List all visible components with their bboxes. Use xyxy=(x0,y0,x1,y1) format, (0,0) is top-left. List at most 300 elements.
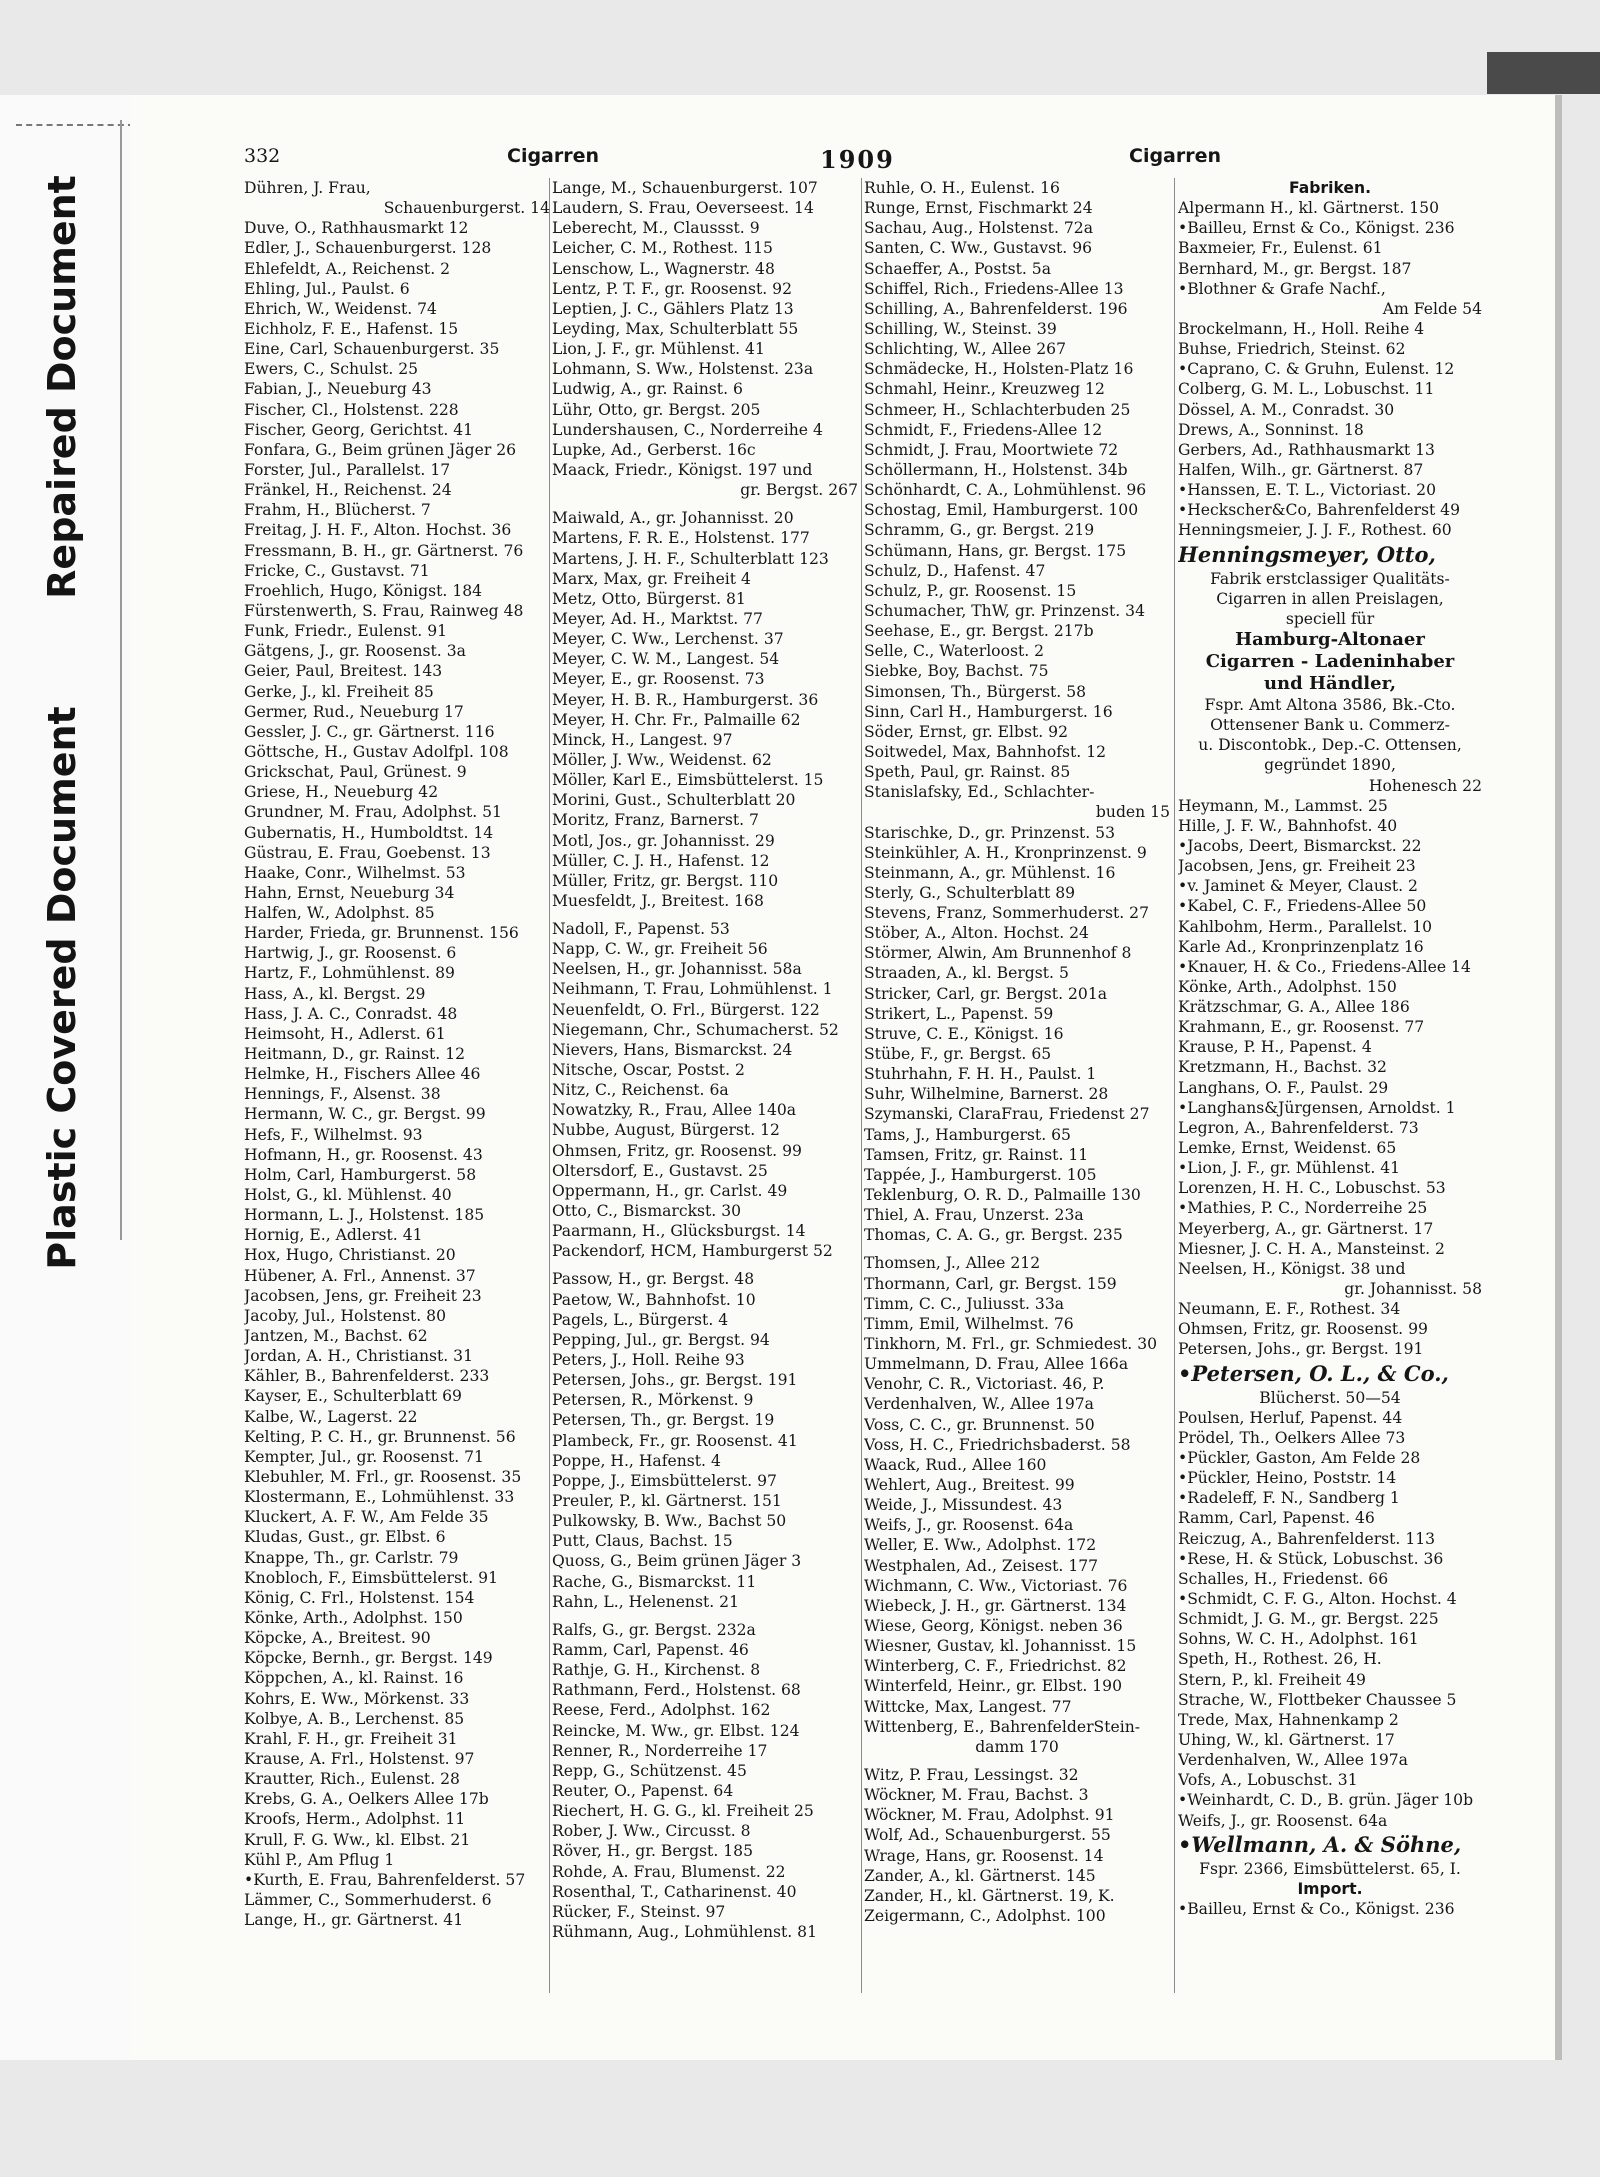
directory-entry: Speth, H., Rothest. 26, H. xyxy=(1178,1650,1382,1669)
directory-entry: Reuter, O., Papenst. 64 xyxy=(552,1781,734,1800)
directory-entry: Metz, Otto, Bürgerst. 81 xyxy=(552,589,746,608)
directory-entry: Fonfara, G., Beim grünen Jäger 26 xyxy=(244,440,517,459)
directory-entry: Brockelmann, H., Holl. Reihe 4 xyxy=(1178,319,1425,338)
directory-entry: •Kabel, C. F., Friedens-Allee 50 xyxy=(1178,897,1427,916)
directory-entry: Neelsen, H., Königst. 38 und xyxy=(1178,1259,1406,1278)
directory-entry: Moritz, Franz, Barnerst. 7 xyxy=(552,811,759,830)
directory-entry: Meyer, C. W. M., Langest. 54 xyxy=(552,650,780,669)
directory-entry: Pulkowsky, B. Ww., Bachst 50 xyxy=(552,1512,787,1531)
directory-entry: •Schmidt, C. F. G., Alton. Hochst. 4 xyxy=(1178,1590,1457,1608)
directory-entry: Hennings, F., Alsenst. 38 xyxy=(244,1085,441,1104)
directory-entry: Gubernatis, H., Humboldtst. 14 xyxy=(244,823,494,842)
directory-entry: Möller, Karl E., Eimsbüttelerst. 15 xyxy=(552,771,824,790)
directory-entry: •Knauer, H. & Co., Friedens-Allee 14 xyxy=(1178,957,1471,976)
directory-entry: Import. xyxy=(1297,1879,1363,1898)
directory-entry: König, C. Frl., Holstenst. 154 xyxy=(244,1588,475,1607)
entry-gap xyxy=(552,1612,858,1620)
directory-entry: Lorenzen, H. H. C., Lobuschst. 53 xyxy=(1178,1179,1446,1198)
directory-entry: Maack, Friedr., Königst. 197 und xyxy=(552,460,813,479)
directory-entry: Ottensener Bank u. Commerz- xyxy=(1210,716,1450,735)
directory-entry: Voss, C. C., gr. Brunnenst. 50 xyxy=(864,1415,1095,1434)
directory-entry: Preuler, P., kl. Gärtnerst. 151 xyxy=(552,1492,782,1510)
directory-entry: Meyer, Ad. H., Marktst. 77 xyxy=(552,609,763,628)
directory-entry: Stuhrhahn, F. H. H., Paulst. 1 xyxy=(864,1065,1097,1084)
directory-entry: Otto, C., Bismarckst. 30 xyxy=(552,1202,742,1221)
directory-entry: Paarmann, H., Glücksburgst. 14 xyxy=(552,1222,806,1241)
directory-entry: Passow, H., gr. Bergst. 48 xyxy=(552,1270,755,1289)
directory-entry: Hille, J. F. W., Bahnhofst. 40 xyxy=(1178,816,1398,835)
directory-entry: Jordan, A. H., Christianst. 31 xyxy=(244,1347,474,1366)
directory-entry: Schostag, Emil, Hamburgerst. 100 xyxy=(864,501,1139,520)
directory-entry: Nitz, C., Reichenst. 6a xyxy=(552,1081,729,1100)
directory-entry: Fabriken. xyxy=(1288,179,1371,197)
directory-entry: •Pückler, Heino, Poststr. 14 xyxy=(1178,1469,1397,1488)
directory-entry: Petersen, Johs., gr. Bergst. 191 xyxy=(552,1371,798,1390)
directory-entry: Legron, A., Bahrenfelderst. 73 xyxy=(1178,1118,1419,1137)
directory-entry: Kayser, E., Schulterblatt 69 xyxy=(244,1387,462,1406)
directory-entry: Trede, Max, Hahnenkamp 2 xyxy=(1178,1710,1399,1729)
directory-entry: Dössel, A. M., Conradst. 30 xyxy=(1178,400,1395,419)
directory-entry: Poppe, H., Hafenst. 4 xyxy=(552,1451,721,1470)
directory-entry: Hofmann, H., gr. Roosenst. 43 xyxy=(244,1145,483,1164)
directory-entry: Waack, Rud., Allee 160 xyxy=(864,1455,1047,1474)
directory-entry: gegründet 1890, xyxy=(1264,756,1396,775)
page-number: 332 xyxy=(244,145,281,167)
directory-entry: Drews, A., Sonninst. 18 xyxy=(1178,420,1364,439)
directory-entry: •Wellmann, A. & Söhne, xyxy=(1178,1831,1462,1857)
directory-entry: Lemke, Ernst, Weidenst. 65 xyxy=(1178,1139,1397,1158)
page-header xyxy=(244,145,1474,175)
directory-entry: •Blothner & Grafe Nachf., xyxy=(1178,279,1386,298)
entry-gap xyxy=(552,1261,858,1269)
directory-entry: u. Discontobk., Dep.-C. Ottensen, xyxy=(1198,736,1462,755)
directory-entry: Lange, H., gr. Gärtnerst. 41 xyxy=(244,1911,464,1930)
directory-entry: Göttsche, H., Gustav Adolfpl. 108 xyxy=(244,742,509,761)
directory-entry: Voss, H. C., Friedrichsbaderst. 58 xyxy=(864,1435,1131,1454)
directory-entry: Hartz, F., Lohmühlenst. 89 xyxy=(244,964,455,983)
directory-entry: Rathje, G. H., Kirchenst. 8 xyxy=(552,1661,761,1680)
directory-entry: Heimsoht, H., Adlerst. 61 xyxy=(244,1024,446,1043)
directory-entry: Zander, H., kl. Gärtnerst. 19, K. xyxy=(864,1886,1115,1905)
directory-entry: Packendorf, HCM, Hamburgerst 52 xyxy=(552,1242,833,1261)
directory-entry: Meyer, H. B. R., Hamburgerst. 36 xyxy=(552,690,819,709)
directory-entry: Meyer, H. Chr. Fr., Palmaille 62 xyxy=(552,710,801,729)
directory-entry: Fricke, C., Gustavst. 71 xyxy=(244,561,430,580)
directory-entry: Langhans, O. F., Paulst. 29 xyxy=(1178,1078,1389,1097)
directory-entry: Kühl P., Am Pflug 1 xyxy=(244,1850,395,1869)
directory-entry: •Hanssen, E. T. L., Victoriast. 20 xyxy=(1178,481,1436,500)
directory-entry: Kluckert, A. F. W., Am Felde 35 xyxy=(244,1508,489,1527)
directory-entry: Wittenberg, E., BahrenfelderStein- xyxy=(864,1717,1141,1736)
directory-entry: Zander, A., kl. Gärtnerst. 145 xyxy=(864,1866,1096,1885)
directory-entry: Krahmann, E., gr. Roosenst. 77 xyxy=(1178,1018,1425,1037)
directory-entry: Wolf, Ad., Schauenburgerst. 55 xyxy=(864,1826,1111,1845)
directory-entry: Jacobsen, Jens, gr. Freiheit 23 xyxy=(1178,857,1416,876)
column-3 xyxy=(864,178,1170,1926)
directory-entry: Poppe, J., Eimsbüttelerst. 97 xyxy=(552,1471,777,1490)
directory-entry: Alpermann H., kl. Gärtnerst. 150 xyxy=(1178,199,1440,218)
directory-entry: Hahn, Ernst, Neueburg 34 xyxy=(244,883,455,902)
directory-entry: Ludwig, A., gr. Rainst. 6 xyxy=(552,380,743,399)
directory-entry: Fränkel, H., Reichenst. 24 xyxy=(244,481,452,500)
directory-entry: Stübe, F., gr. Bergst. 65 xyxy=(864,1045,1052,1064)
directory-entry: Kahlbohm, Herm., Parallelst. 10 xyxy=(1178,917,1433,936)
directory-entry: Heitmann, D., gr. Rainst. 12 xyxy=(244,1045,466,1064)
entry-gap xyxy=(552,500,858,508)
directory-entry: Thormann, Carl, gr. Bergst. 159 xyxy=(864,1274,1117,1293)
directory-entry: Ramm, Carl, Papenst. 46 xyxy=(1178,1509,1375,1528)
directory-entry: Sohns, W. C. H., Adolphst. 161 xyxy=(1178,1630,1419,1649)
directory-entry: Schilling, W., Steinst. 39 xyxy=(864,319,1057,338)
page-edge-shadow xyxy=(1555,95,1562,2060)
directory-entry: Holm, Carl, Hamburgerst. 58 xyxy=(244,1165,477,1184)
directory-entry: •Pückler, Gaston, Am Felde 28 xyxy=(1178,1449,1421,1468)
directory-entry: Kroofs, Herm., Adolphst. 11 xyxy=(244,1810,466,1829)
directory-entry: Harder, Frieda, gr. Brunnenst. 156 xyxy=(244,924,519,943)
directory-entry: Lange, M., Schauenburgerst. 107 xyxy=(552,179,818,197)
directory-entry: Runge, Ernst, Fischmarkt 24 xyxy=(864,199,1093,218)
directory-entry: Lühr, Otto, gr. Bergst. 205 xyxy=(552,400,761,419)
directory-entry: Söder, Ernst, gr. Elbst. 92 xyxy=(864,722,1069,741)
directory-entry: Fabian, J., Neueburg 43 xyxy=(244,380,432,399)
directory-entry: Kalbe, W., Lagerst. 22 xyxy=(244,1407,418,1426)
directory-entry: Gessler, J. C., gr. Gärtnerst. 116 xyxy=(244,722,495,741)
directory-entry: Störmer, Alwin, Am Brunnenhof 8 xyxy=(864,944,1132,963)
directory-entry: Szymanski, ClaraFrau, Friedenst 27 xyxy=(864,1105,1150,1124)
directory-entry: Meyer, E., gr. Roosenst. 73 xyxy=(552,670,765,689)
directory-entry: Heymann, M., Lammst. 25 xyxy=(1178,796,1388,815)
directory-entry: Dühren, J. Frau, xyxy=(244,179,371,197)
directory-entry: Rohde, A. Frau, Blumenst. 22 xyxy=(552,1862,786,1881)
directory-entry: Schilling, A., Bahrenfelderst. 196 xyxy=(864,299,1128,318)
directory-entry: Fspr. 2366, Eimsbüttelerst. 65, I. xyxy=(1199,1859,1461,1878)
directory-entry: Soitwedel, Max, Bahnhofst. 12 xyxy=(864,742,1107,761)
directory-entry: Jacoby, Jul., Holstenst. 80 xyxy=(244,1306,446,1325)
directory-entry: Suhr, Wilhelmine, Barnerst. 28 xyxy=(864,1085,1109,1104)
directory-entry: Ramm, Carl, Papenst. 46 xyxy=(552,1640,749,1659)
repaired-document-label: Repaired Document xyxy=(40,175,84,599)
directory-entry: Schmidt, F., Friedens-Allee 12 xyxy=(864,420,1103,439)
directory-entry: Rober, J. Ww., Circusst. 8 xyxy=(552,1822,751,1841)
directory-entry: Griese, H., Neueburg 42 xyxy=(244,783,439,802)
directory-entry: Minck, H., Langest. 97 xyxy=(552,730,733,749)
directory-entry: Hartwig, J., gr. Roosenst. 6 xyxy=(244,944,457,963)
directory-entry: Niegemann, Chr., Schumacherst. 52 xyxy=(552,1020,839,1039)
directory-entry: Krätzschmar, G. A., Allee 186 xyxy=(1178,998,1410,1017)
directory-entry: •Mathies, P. C., Norderreihe 25 xyxy=(1178,1199,1428,1218)
directory-entry: Plambeck, Fr., gr. Roosenst. 41 xyxy=(552,1431,798,1450)
directory-entry: Prödel, Th., Oelkers Allee 73 xyxy=(1178,1428,1406,1447)
directory-entry: Pagels, L., Bürgerst. 4 xyxy=(552,1310,729,1329)
directory-entry: Knappe, Th., gr. Carlstr. 79 xyxy=(244,1548,459,1567)
directory-entry: Meyer, C. Ww., Lerchenst. 37 xyxy=(552,630,784,649)
directory-entry: Quoss, G., Beim grünen Jäger 3 xyxy=(552,1552,802,1571)
directory-entry: Wiebeck, J. H., gr. Gärtnerst. 134 xyxy=(864,1596,1127,1615)
directory-entry: Henningsmeier, J. J. F., Rothest. 60 xyxy=(1178,521,1452,540)
directory-entry: Hass, J. A. C., Conradst. 48 xyxy=(244,1004,458,1023)
directory-entry: •Bailleu, Ernst & Co., Königst. 236 xyxy=(1178,219,1455,238)
directory-entry: damm 170 xyxy=(975,1737,1059,1756)
directory-entry: Timm, Emil, Wilhelmst. 76 xyxy=(864,1314,1074,1333)
directory-entry: Steinmann, A., gr. Mühlenst. 16 xyxy=(864,863,1116,882)
directory-entry: Germer, Rud., Neueburg 17 xyxy=(244,702,464,721)
directory-entry: Schönhardt, C. A., Lohmühlenst. 96 xyxy=(864,481,1147,500)
directory-entry: Fabrik erstclassiger Qualitäts- xyxy=(1210,569,1450,588)
directory-entry: •v. Jaminet & Meyer, Claust. 2 xyxy=(1178,877,1418,896)
directory-entry: Müller, C. J. H., Hafenst. 12 xyxy=(552,851,770,870)
directory-entry: Venohr, C. R., Victoriast. 46, P. xyxy=(864,1375,1105,1394)
directory-entry: Wiesner, Gustav, kl. Johannisst. 15 xyxy=(864,1637,1137,1656)
directory-entry: Sterly, G., Schulterblatt 89 xyxy=(864,883,1076,902)
directory-entry: Oppermann, H., gr. Carlst. 49 xyxy=(552,1181,788,1200)
directory-entry: Ehrich, W., Weidenst. 74 xyxy=(244,299,437,318)
directory-entry: •Bailleu, Ernst & Co., Königst. 236 xyxy=(1178,1899,1455,1918)
directory-entry: Petersen, R., Mörkenst. 9 xyxy=(552,1391,754,1410)
directory-entry: Neuenfeldt, O. Frl., Bürgerst. 122 xyxy=(552,1000,820,1019)
directory-entry: Wittcke, Max, Langest. 77 xyxy=(864,1697,1072,1716)
directory-entry: Baxmeier, Fr., Eulenst. 61 xyxy=(1178,239,1383,258)
directory-entry: Tams, J., Hamburgerst. 65 xyxy=(864,1125,1071,1144)
directory-entry: Bernhard, M., gr. Bergst. 187 xyxy=(1178,259,1412,278)
directory-entry: Könke, Arth., Adolphst. 150 xyxy=(1178,977,1397,996)
directory-entry: Fischer, Cl., Holstenst. 228 xyxy=(244,400,459,419)
directory-entry: Weifs, J., gr. Roosenst. 64a xyxy=(1178,1811,1388,1830)
directory-entry: Stern, P., kl. Freiheit 49 xyxy=(1178,1670,1366,1689)
directory-entry: Hohenesch 22 xyxy=(1368,776,1482,795)
column-rule xyxy=(1174,178,1175,1993)
directory-entry: Kempter, Jul., gr. Roosenst. 71 xyxy=(244,1447,484,1466)
directory-entry: Lentz, P. T. F., gr. Roosenst. 92 xyxy=(552,279,793,298)
column-4-fabriken xyxy=(1178,178,1482,1919)
directory-entry: Schmeer, H., Schlachterbuden 25 xyxy=(864,400,1131,419)
directory-entry: Teklenburg, O. R. D., Palmaille 130 xyxy=(864,1186,1141,1205)
directory-entry: Martens, J. H. F., Schulterblatt 123 xyxy=(552,549,829,568)
directory-entry: Halfen, W., Adolphst. 85 xyxy=(244,904,435,923)
directory-entry: Jacobsen, Jens, gr. Freiheit 23 xyxy=(244,1286,482,1305)
directory-entry: •Petersen, O. L., & Co., xyxy=(1178,1360,1449,1386)
directory-entry: Thomsen, J., Allee 212 xyxy=(864,1254,1041,1273)
directory-entry: Köppchen, A., kl. Rainst. 16 xyxy=(244,1669,464,1688)
directory-entry: Möller, J. Ww., Weidenst. 62 xyxy=(552,750,772,769)
directory-entry: Leberecht, M., Claussst. 9 xyxy=(552,219,760,238)
directory-entry: Grickschat, Paul, Grünest. 9 xyxy=(244,763,467,782)
directory-entry: Strache, W., Flottbeker Chaussee 5 xyxy=(1178,1690,1457,1709)
directory-entry: Verdenhalven, W., Allee 197a xyxy=(864,1395,1094,1414)
directory-entry: Frahm, H., Blücherst. 7 xyxy=(244,501,431,520)
directory-entry: Gerbers, Ad., Rathhausmarkt 13 xyxy=(1178,440,1435,459)
directory-entry: Rücker, F., Steinst. 97 xyxy=(552,1902,726,1921)
directory-entry: Schalles, H., Friedenst. 66 xyxy=(1178,1569,1389,1588)
directory-entry: Froehlich, Hugo, Königst. 184 xyxy=(244,581,483,600)
directory-entry: Ohmsen, Fritz, gr. Roosenst. 99 xyxy=(1178,1320,1428,1339)
directory-entry: Fürstenwerth, S. Frau, Rainweg 48 xyxy=(244,601,524,620)
directory-entry: Forster, Jul., Parallelst. 17 xyxy=(244,460,451,479)
entry-gap xyxy=(864,1757,1170,1765)
directory-entry: Repp, G., Schützenst. 45 xyxy=(552,1761,747,1780)
directory-entry: Colberg, G. M. L., Lobuschst. 11 xyxy=(1178,380,1435,399)
scan-edge-dark-block xyxy=(1487,52,1600,94)
directory-entry: Nievers, Hans, Bismarckst. 24 xyxy=(552,1040,793,1059)
directory-entry: Wehlert, Aug., Breitest. 99 xyxy=(864,1476,1075,1494)
directory-entry: Schlichting, W., Allee 267 xyxy=(864,340,1066,359)
directory-entry: •Jacobs, Deert, Bismarckst. 22 xyxy=(1178,836,1422,855)
directory-entry: Schümann, Hans, gr. Bergst. 175 xyxy=(864,541,1127,560)
directory-entry: Wiese, Georg, Königst. neben 36 xyxy=(864,1616,1123,1635)
directory-entry: Grundner, M. Frau, Adolphst. 51 xyxy=(244,803,502,822)
directory-entry: Lupke, Ad., Gerberst. 16c xyxy=(552,440,756,459)
directory-entry: •Langhans&Jürgensen, Arnoldst. 1 xyxy=(1178,1098,1456,1117)
directory-entry: Nowatzky, R., Frau, Allee 140a xyxy=(552,1101,797,1120)
directory-entry: Schauenburgerst. 14 xyxy=(383,199,550,218)
directory-entry: Rache, G., Bismarckst. 11 xyxy=(552,1572,757,1591)
directory-entry: Lohmann, S. Ww., Holstenst. 23a xyxy=(552,360,814,379)
directory-entry: Güstrau, E. Frau, Goebenst. 13 xyxy=(244,843,491,862)
directory-entry: •Radeleff, F. N., Sandberg 1 xyxy=(1178,1489,1400,1508)
directory-entry: Hass, A., kl. Bergst. 29 xyxy=(244,984,426,1003)
directory-entry: Rühmann, Aug., Lohmühlenst. 81 xyxy=(552,1922,818,1941)
directory-entry: Weller, E. Ww., Adolphst. 172 xyxy=(864,1536,1097,1555)
directory-entry: Köpcke, Bernh., gr. Bergst. 149 xyxy=(244,1649,493,1668)
directory-entry: Helmke, H., Fischers Allee 46 xyxy=(244,1065,481,1084)
directory-entry: Schiffel, Rich., Friedens-Allee 13 xyxy=(864,279,1124,298)
directory-entry: Blücherst. 50—54 xyxy=(1259,1388,1401,1407)
directory-entry: Napp, C. W., gr. Freiheit 56 xyxy=(552,940,768,959)
directory-entry: Lenschow, L., Wagnerstr. 48 xyxy=(552,259,775,278)
directory-entry: und Händler, xyxy=(1263,672,1397,694)
directory-entry: Witz, P. Frau, Lessingst. 32 xyxy=(864,1765,1079,1784)
directory-entry: Riechert, H. G. G., kl. Freiheit 25 xyxy=(552,1802,814,1821)
directory-entry: Henningsmeyer, Otto, xyxy=(1178,541,1436,567)
directory-entry: Köpcke, A., Breitest. 90 xyxy=(244,1629,431,1648)
directory-entry: Struve, C. E., Königst. 16 xyxy=(864,1024,1064,1043)
directory-entry: Renner, R., Norderreihe 17 xyxy=(552,1741,768,1760)
directory-entry: Peters, J., Holl. Reihe 93 xyxy=(552,1351,745,1370)
directory-entry: Schmahl, Heinr., Kreuzweg 12 xyxy=(864,380,1105,399)
header-section-left: Cigarren xyxy=(507,145,600,167)
strip-divider xyxy=(120,120,122,1240)
directory-entry: Pepping, Jul., gr. Bergst. 94 xyxy=(552,1330,770,1349)
directory-entry: Fischer, Georg, Gerichtst. 41 xyxy=(244,420,474,439)
directory-entry: Tappée, J., Hamburgerst. 105 xyxy=(864,1165,1097,1184)
directory-entry: Reincke, M. Ww., gr. Elbst. 124 xyxy=(552,1721,800,1740)
directory-entry: Kludas, Gust., gr. Elbst. 6 xyxy=(244,1528,446,1547)
directory-entry: Petersen, Th., gr. Bergst. 19 xyxy=(552,1411,775,1430)
directory-entry: Martens, F. R. E., Holstenst. 177 xyxy=(552,529,810,548)
directory-entry: Schumacher, ThW, gr. Prinzenst. 34 xyxy=(864,601,1146,620)
directory-entry: Neumann, E. F., Rothest. 34 xyxy=(1178,1300,1401,1319)
directory-entry: Ummelmann, D. Frau, Allee 166a xyxy=(864,1355,1129,1374)
directory-entry: Simonsen, Th., Bürgerst. 58 xyxy=(864,682,1087,701)
entry-gap xyxy=(864,1245,1170,1253)
column-rule xyxy=(861,178,862,1993)
directory-entry: Fspr. Amt Altona 3586, Bk.-Cto. xyxy=(1204,695,1456,714)
directory-entry: Eichholz, F. E., Hafenst. 15 xyxy=(244,319,459,338)
directory-entry: buden 15 xyxy=(1095,803,1170,822)
directory-entry: Hox, Hugo, Christianst. 20 xyxy=(244,1246,456,1265)
header-year: 1909 xyxy=(820,145,895,174)
directory-entry: Meyerberg, A., gr. Gärtnerst. 17 xyxy=(1178,1219,1434,1238)
directory-entry: Kähler, B., Bahrenfelderst. 233 xyxy=(244,1367,490,1386)
directory-entry: Winterfeld, Heinr., gr. Elbst. 190 xyxy=(864,1677,1123,1696)
directory-entry: Reese, Ferd., Adolphst. 162 xyxy=(552,1701,771,1720)
directory-entry: Ruhle, O. H., Eulenst. 16 xyxy=(864,179,1060,197)
directory-entry: Nitsche, Oscar, Postst. 2 xyxy=(552,1061,745,1080)
directory-entry: Oltersdorf, E., Gustavst. 25 xyxy=(552,1161,768,1180)
directory-entry: •Rese, H. & Stück, Lobuschst. 36 xyxy=(1178,1549,1444,1568)
directory-entry: Timm, C. C., Juliusst. 33a xyxy=(864,1294,1065,1313)
directory-entry: Stevens, Franz, Sommerhuderst. 27 xyxy=(864,904,1150,923)
directory-entry: Hermann, W. C., gr. Bergst. 99 xyxy=(244,1105,486,1124)
directory-entry: Sachau, Aug., Holstenst. 72a xyxy=(864,219,1094,238)
directory-entry: Zeigermann, C., Adolphst. 100 xyxy=(864,1906,1106,1925)
directory-entry: Krebs, G. A., Oelkers Allee 17b xyxy=(244,1790,489,1809)
directory-entry: Nadoll, F., Papenst. 53 xyxy=(552,920,730,939)
directory-entry: Hefs, F., Wilhelmst. 93 xyxy=(244,1125,423,1144)
directory-entry: Lämmer, C., Sommerhuderst. 6 xyxy=(244,1890,492,1909)
directory-entry: Westphalen, Ad., Zeisest. 177 xyxy=(864,1556,1099,1575)
directory-entry: Morini, Gust., Schulterblatt 20 xyxy=(552,791,796,810)
directory-entry: Hornig, E., Adlerst. 41 xyxy=(244,1226,423,1245)
directory-entry: Cigarren - Ladeninhaber xyxy=(1205,650,1455,672)
directory-entry: Eine, Carl, Schauenburgerst. 35 xyxy=(244,340,500,359)
directory-entry: Müller, Fritz, gr. Bergst. 110 xyxy=(552,871,779,890)
directory-entry: Neelsen, H., gr. Johannisst. 58a xyxy=(552,960,802,979)
directory-entry: Röver, H., gr. Bergst. 185 xyxy=(552,1842,753,1861)
directory-entry: Schulz, P., gr. Roosenst. 15 xyxy=(864,581,1077,600)
directory-entry: Wichmann, C. Ww., Victoriast. 76 xyxy=(864,1576,1128,1595)
directory-entry: Schöllermann, H., Holstenst. 34b xyxy=(864,460,1128,479)
directory-entry: Reiczug, A., Bahrenfelderst. 113 xyxy=(1178,1529,1436,1548)
directory-entry: Edler, J., Schauenburgerst. 128 xyxy=(244,239,492,258)
directory-entry: Stricker, Carl, gr. Bergst. 201a xyxy=(864,984,1108,1003)
directory-entry: Speth, Paul, gr. Rainst. 85 xyxy=(864,763,1071,782)
directory-entry: Krause, P. H., Papenst. 4 xyxy=(1178,1038,1372,1057)
directory-entry: Jantzen, M., Bachst. 62 xyxy=(244,1327,428,1346)
directory-entry: •Kurth, E. Frau, Bahrenfelderst. 57 xyxy=(244,1870,526,1889)
directory-entry: Ewers, C., Schulst. 25 xyxy=(244,360,419,379)
directory-entry: Uhing, W., kl. Gärtnerst. 17 xyxy=(1178,1730,1395,1749)
directory-entry: Putt, Claus, Bachst. 15 xyxy=(552,1532,733,1551)
directory-entry: Seehase, E., gr. Bergst. 217b xyxy=(864,622,1094,641)
directory-entry: Straaden, A., kl. Bergst. 5 xyxy=(864,964,1069,983)
directory-entry: Vofs, A., Lobuschst. 31 xyxy=(1178,1771,1358,1790)
directory-entry: Schmidt, J. G. M., gr. Bergst. 225 xyxy=(1178,1610,1439,1629)
directory-entry: Schaeffer, A., Postst. 5a xyxy=(864,259,1051,278)
directory-entry: Siebke, Boy, Bachst. 75 xyxy=(864,662,1049,681)
directory-entry: •Lion, J. F., gr. Mühlenst. 41 xyxy=(1178,1159,1401,1178)
directory-entry: Am Felde 54 xyxy=(1382,299,1482,318)
directory-entry: Miesner, J. C. H. A., Mansteinst. 2 xyxy=(1178,1239,1445,1258)
directory-entry: Krull, F. G. Ww., kl. Elbst. 21 xyxy=(244,1830,471,1849)
directory-entry: Karle Ad., Kronprinzenplatz 16 xyxy=(1178,937,1424,956)
directory-entry: Laudern, S. Frau, Oeverseest. 14 xyxy=(552,199,814,218)
header-section-right: Cigarren xyxy=(1129,145,1222,167)
entry-gap xyxy=(552,911,858,919)
directory-entry: Halfen, Wilh., gr. Gärtnerst. 87 xyxy=(1178,460,1424,479)
directory-entry: Leptien, J. C., Gählers Platz 13 xyxy=(552,299,794,318)
directory-entry: Wöckner, M. Frau, Bachst. 3 xyxy=(864,1786,1089,1805)
directory-entry: Freitag, J. H. F., Alton. Hochst. 36 xyxy=(244,521,512,540)
directory-entry: Leyding, Max, Schulterblatt 55 xyxy=(552,319,799,338)
directory-entry: Ehlefeldt, A., Reichenst. 2 xyxy=(244,259,451,278)
directory-entry: Funk, Friedr., Eulenst. 91 xyxy=(244,622,448,641)
directory-entry: Ralfs, G., gr. Bergst. 232a xyxy=(552,1620,756,1639)
directory-entry: Ehling, Jul., Paulst. 6 xyxy=(244,279,410,298)
directory-entry: Santen, C. Ww., Gustavst. 96 xyxy=(864,239,1093,258)
directory-entry: gr. Bergst. 267 xyxy=(740,481,858,500)
directory-entry: Klebuhler, M. Frl., gr. Roosenst. 35 xyxy=(244,1468,522,1486)
directory-entry: Kelting, P. C. H., gr. Brunnenst. 56 xyxy=(244,1427,516,1446)
